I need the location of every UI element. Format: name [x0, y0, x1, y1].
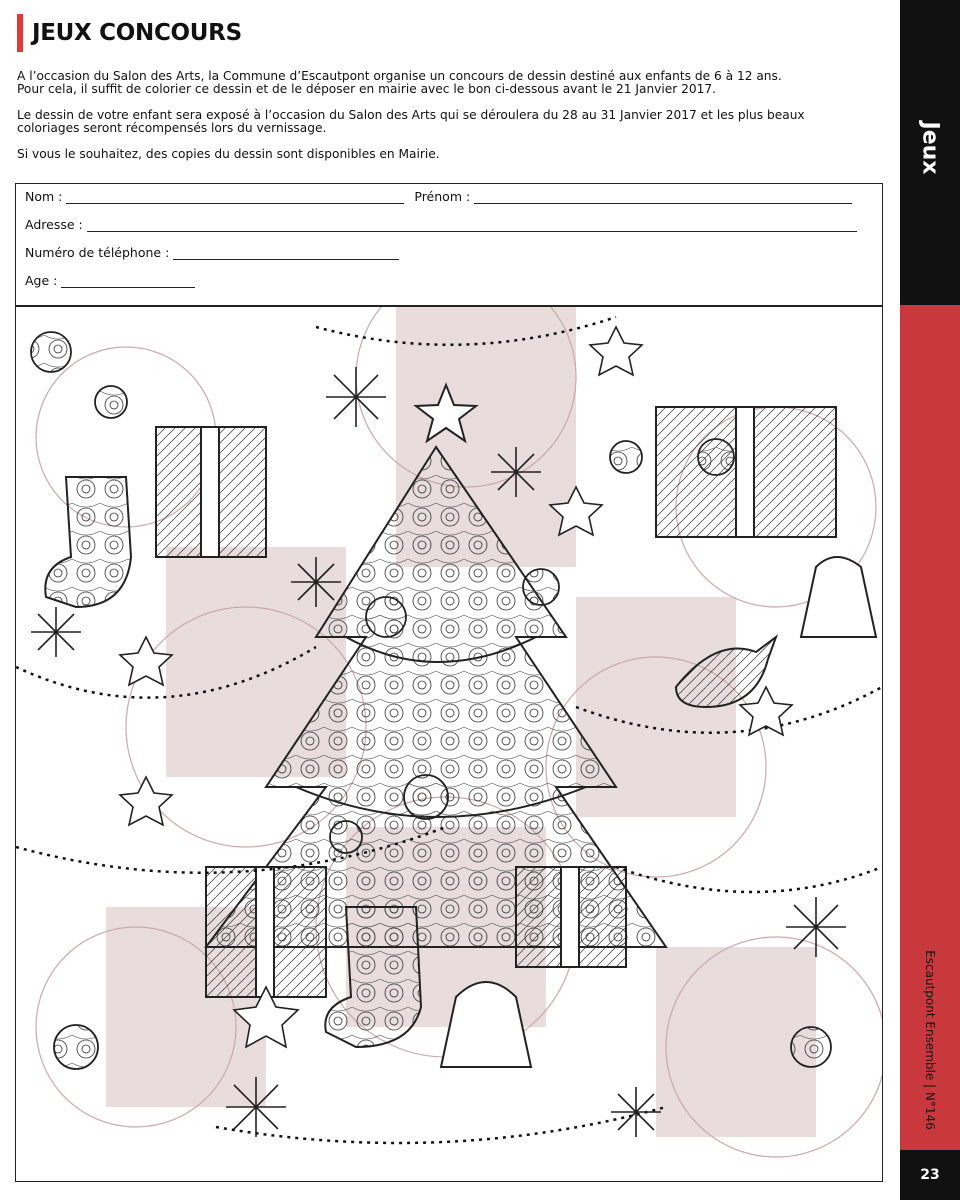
age-field[interactable]: [61, 274, 195, 288]
intro-paragraph-2: [17, 109, 887, 135]
magazine-label: Escautpont Ensemble | N°146: [923, 950, 937, 1130]
christmas-coloring-illustration: [16, 307, 882, 1181]
adresse-label: Adresse :: [25, 217, 83, 232]
page-title: JEUX CONCOURS: [32, 20, 242, 46]
title-accent-bar: [17, 14, 23, 52]
form-row-age: [25, 273, 195, 288]
coloring-drawing: [15, 306, 883, 1182]
prenom-label: Prénom :: [414, 189, 471, 204]
adresse-field[interactable]: [87, 218, 857, 232]
intro-p2-line2: coloriages seront récompensés lors du vernissage.: [17, 121, 327, 135]
intro-paragraph-1: [17, 70, 887, 96]
telephone-label: Numéro de téléphone :: [25, 245, 170, 260]
nom-label: Nom :: [25, 189, 63, 204]
age-label: Age :: [25, 273, 58, 288]
form-row-phone: [25, 245, 399, 260]
intro-paragraph-3: Si vous le souhaitez, des copies du dessin sont disponibles en Mairie.: [17, 147, 440, 161]
telephone-field[interactable]: [173, 246, 399, 260]
section-label: Jeux: [917, 121, 943, 175]
form-row-address: [25, 217, 857, 232]
intro-p1-line2: Pour cela, il suffit de colorier ce dessin et de le déposer en mairie avec le bon ci-dessous avant le 21 Janvier 2017.: [17, 82, 717, 96]
prenom-field[interactable]: [474, 190, 852, 204]
page-number: 23: [920, 1167, 940, 1183]
intro-p1-line1: A l’occasion du Salon des Arts, la Commune d’Escautpont organise un concours de dessin destiné aux enfants de 6 à 12 ans.: [17, 69, 782, 83]
nom-field[interactable]: [66, 190, 404, 204]
entry-form: [15, 183, 883, 306]
intro-p2-line1: Le dessin de votre enfant sera exposé à l’occasion du Salon des Arts qui se déroulera du 28 au 31 Janvier 2017 et les plus beaux: [17, 108, 805, 122]
form-row-name: [25, 189, 852, 204]
intro-text: [17, 70, 887, 174]
